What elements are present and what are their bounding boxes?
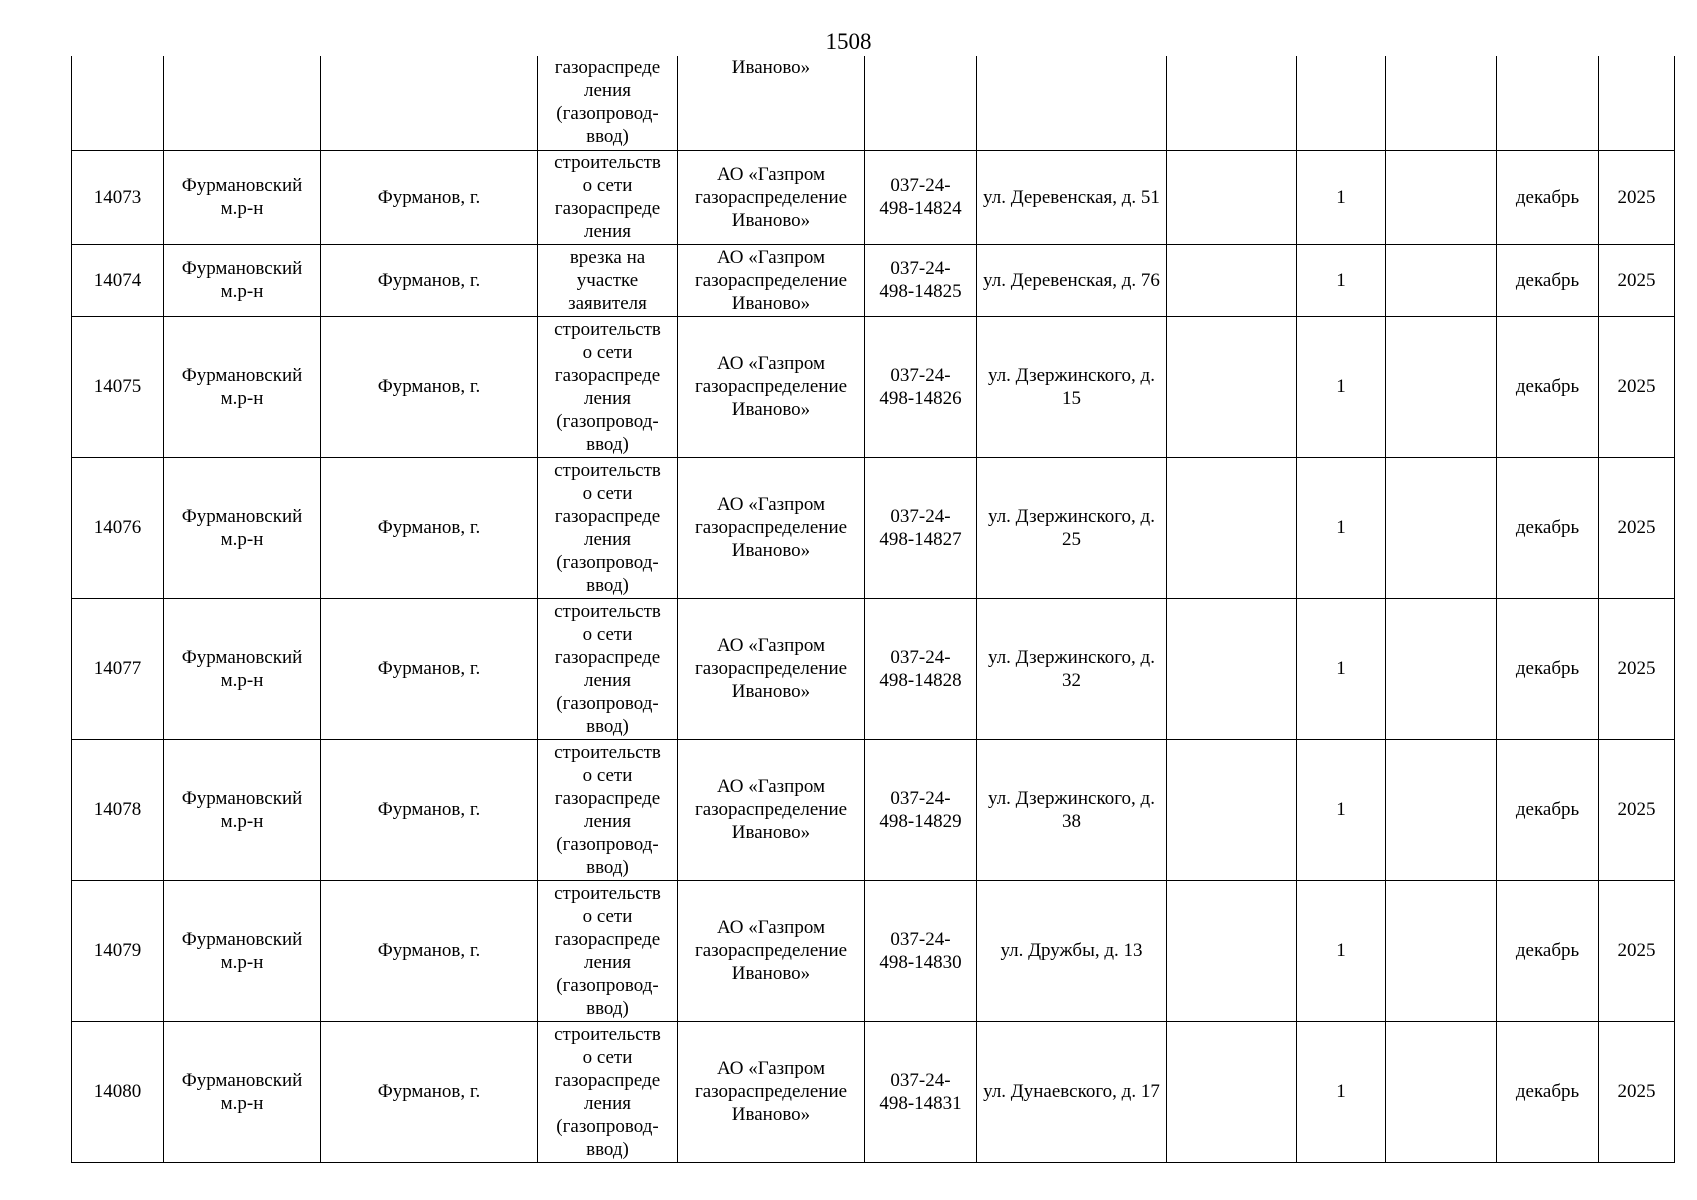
cell-qty <box>1297 1021 1386 1162</box>
cell-city <box>321 739 538 880</box>
cell-district-text: Фурмановский м.р-н <box>181 1069 303 1114</box>
table-row <box>72 244 1675 316</box>
cell-month-text: декабрь <box>1515 658 1580 679</box>
cell-empty <box>1167 598 1297 739</box>
cell-year-text: 2025 <box>1617 799 1656 820</box>
cell-year-text: 2025 <box>1617 269 1656 291</box>
cell-id <box>72 598 164 739</box>
cell-id-text: 14073 <box>93 186 142 208</box>
cell-city <box>321 244 538 316</box>
cell-type-text: строительств о сети газораспреде ления <box>554 152 661 242</box>
cell-qty-text: 1 <box>1336 269 1346 291</box>
cell-year <box>1599 739 1675 880</box>
cell-id-text: 14080 <box>93 1081 142 1102</box>
cell-id <box>72 457 164 598</box>
cell-qty <box>1297 739 1386 880</box>
cell-district-text: Фурмановский м.р-н <box>181 928 303 973</box>
cell-id <box>72 150 164 244</box>
cell-empty <box>1167 316 1297 457</box>
cell-year <box>1599 56 1675 150</box>
cell-city <box>321 56 538 150</box>
cell-city <box>321 598 538 739</box>
cell-year <box>1599 316 1675 457</box>
cell-city <box>321 150 538 244</box>
cell-qty-text: 1 <box>1336 799 1346 820</box>
cell-empty <box>1167 1021 1297 1162</box>
cell-id-text: 14075 <box>93 376 142 397</box>
table-row <box>72 150 1675 244</box>
cell-district <box>164 316 321 457</box>
cell-code-text: 037-24- 498-14829 <box>879 787 962 832</box>
cell-address-text: ул. Деревенская, д. 51 <box>983 186 1160 208</box>
cell-empty <box>1386 316 1497 457</box>
cell-type <box>538 244 678 316</box>
cell-city-text: Фурманов, г. <box>377 658 481 679</box>
cell-year-text: 2025 <box>1617 940 1656 961</box>
cell-org-text: АО «Газпром газораспределение Иваново» <box>694 917 848 984</box>
cell-code <box>865 880 977 1021</box>
cell-code <box>865 244 977 316</box>
cell-month-text: декабрь <box>1515 186 1580 208</box>
cell-year <box>1599 457 1675 598</box>
cell-org-text: АО «Газпром газораспределение Иваново» <box>694 494 848 561</box>
cell-code <box>865 457 977 598</box>
cell-code-text: 037-24- 498-14824 <box>879 175 962 219</box>
cell-qty-text: 1 <box>1336 376 1346 397</box>
cell-month-text: декабрь <box>1515 376 1580 397</box>
cell-id <box>72 739 164 880</box>
cell-address-text: ул. Дзержинского, д. 38 <box>988 787 1155 832</box>
cell-org <box>678 598 865 739</box>
cell-address-text: ул. Деревенская, д. 76 <box>983 269 1160 291</box>
cell-qty-text: 1 <box>1336 940 1346 961</box>
cell-org <box>678 1021 865 1162</box>
cell-district <box>164 457 321 598</box>
cell-address <box>977 1021 1167 1162</box>
table-row <box>72 316 1675 457</box>
cell-district-text: Фурмановский м.р-н <box>181 258 303 302</box>
cell-month <box>1497 316 1599 457</box>
cell-org <box>678 244 865 316</box>
cell-district-text: Фурмановский м.р-н <box>181 364 303 409</box>
table-row <box>72 1021 1675 1162</box>
cell-address <box>977 150 1167 244</box>
cell-district <box>164 598 321 739</box>
cell-month <box>1497 150 1599 244</box>
cell-empty <box>1386 457 1497 598</box>
cell-id-text: 14078 <box>93 799 142 820</box>
cell-org <box>678 457 865 598</box>
cell-code <box>865 150 977 244</box>
cell-type-text: строительств о сети газораспреде ления (газопровод- ввод) <box>554 459 661 596</box>
cell-month <box>1497 56 1599 150</box>
cell-district-text: Фурмановский м.р-н <box>181 505 303 550</box>
cell-district <box>164 880 321 1021</box>
table-row <box>72 598 1675 739</box>
cell-district-text: Фурмановский м.р-н <box>181 787 303 832</box>
cell-type <box>538 880 678 1021</box>
cell-empty <box>1386 56 1497 150</box>
cell-month <box>1497 244 1599 316</box>
cell-code <box>865 739 977 880</box>
cell-org <box>678 316 865 457</box>
cell-qty <box>1297 150 1386 244</box>
cell-year <box>1599 1021 1675 1162</box>
cell-code-text: 037-24- 498-14826 <box>879 364 962 409</box>
cell-address <box>977 739 1167 880</box>
cell-empty <box>1386 598 1497 739</box>
cell-type <box>538 739 678 880</box>
cell-month <box>1497 457 1599 598</box>
cell-empty <box>1386 739 1497 880</box>
cell-code <box>865 1021 977 1162</box>
cell-empty <box>1167 457 1297 598</box>
cell-type-text: строительств о сети газораспреде ления (газопровод- ввод) <box>554 741 661 878</box>
cell-month-text: декабрь <box>1515 799 1580 820</box>
cell-org-text: АО «Газпром газораспределение Иваново» <box>694 163 848 231</box>
table-row <box>72 457 1675 598</box>
cell-org-text: АО «Газпром газораспределение Иваново» <box>694 635 848 702</box>
cell-id <box>72 880 164 1021</box>
cell-year <box>1599 880 1675 1021</box>
cell-type <box>538 1021 678 1162</box>
cell-code <box>865 316 977 457</box>
cell-org <box>678 739 865 880</box>
cell-qty-text: 1 <box>1336 517 1346 538</box>
cell-year <box>1599 244 1675 316</box>
cell-district <box>164 244 321 316</box>
cell-district-text: Фурмановский м.р-н <box>181 175 303 219</box>
cell-org-text: Иваново» <box>731 57 811 78</box>
cell-type-text: строительств о сети газораспреде ления (газопровод- ввод) <box>554 318 661 455</box>
cell-year-text: 2025 <box>1617 658 1656 679</box>
cell-id-text: 14079 <box>93 940 142 961</box>
cell-city-text: Фурманов, г. <box>377 1081 481 1102</box>
cell-district-text: Фурмановский м.р-н <box>181 646 303 691</box>
cell-code-text: 037-24- 498-14825 <box>879 258 962 302</box>
cell-address-text: ул. Дзержинского, д. 15 <box>988 364 1155 409</box>
cell-qty <box>1297 598 1386 739</box>
cell-empty <box>1167 56 1297 150</box>
cell-month <box>1497 1021 1599 1162</box>
cell-id <box>72 56 164 150</box>
cell-address <box>977 880 1167 1021</box>
cell-type <box>538 457 678 598</box>
cell-address-text: ул. Дзержинского, д. 32 <box>988 646 1155 691</box>
cell-code <box>865 598 977 739</box>
cell-code-text: 037-24- 498-14830 <box>879 928 962 973</box>
cell-qty-text: 1 <box>1336 1081 1346 1102</box>
cell-type-text: строительств о сети газораспреде ления (газопровод- ввод) <box>554 600 661 737</box>
cell-address <box>977 244 1167 316</box>
cell-month <box>1497 598 1599 739</box>
cell-empty <box>1386 880 1497 1021</box>
cell-address <box>977 457 1167 598</box>
cell-address <box>977 316 1167 457</box>
cell-month-text: декабрь <box>1515 517 1580 538</box>
cell-month <box>1497 880 1599 1021</box>
cell-qty <box>1297 457 1386 598</box>
cell-type-text: газораспреде ления (газопровод- ввод) <box>554 57 661 147</box>
cell-address-text: ул. Дунаевского, д. 17 <box>983 1081 1160 1102</box>
cell-month <box>1497 739 1599 880</box>
cell-org-text: АО «Газпром газораспределение Иваново» <box>694 1058 848 1125</box>
cell-empty <box>1167 880 1297 1021</box>
cell-month-text: декабрь <box>1515 269 1580 291</box>
cell-city-text: Фурманов, г. <box>377 186 481 208</box>
cell-org <box>678 880 865 1021</box>
cell-org <box>678 150 865 244</box>
cell-qty-text: 1 <box>1336 186 1346 208</box>
cell-type <box>538 316 678 457</box>
table-body <box>72 56 1675 1162</box>
cell-code-text: 037-24- 498-14831 <box>879 1069 962 1114</box>
cell-address-text: ул. Дружбы, д. 13 <box>1000 940 1143 961</box>
cell-type-text: строительств о сети газораспреде ления (газопровод- ввод) <box>554 1023 661 1160</box>
cell-org-text: АО «Газпром газораспределение Иваново» <box>694 776 848 843</box>
table-row <box>72 739 1675 880</box>
register-table <box>71 56 1675 1163</box>
cell-org <box>678 56 865 150</box>
cell-code <box>865 56 977 150</box>
cell-district <box>164 1021 321 1162</box>
cell-city-text: Фурманов, г. <box>377 799 481 820</box>
cell-code-text: 037-24- 498-14828 <box>879 646 962 691</box>
cell-city-text: Фурманов, г. <box>377 517 481 538</box>
cell-type <box>538 56 678 150</box>
cell-city <box>321 1021 538 1162</box>
cell-id-text: 14076 <box>93 517 142 538</box>
cell-empty <box>1167 244 1297 316</box>
cell-qty <box>1297 880 1386 1021</box>
cell-type <box>538 150 678 244</box>
cell-city-text: Фурманов, г. <box>377 940 481 961</box>
cell-district <box>164 150 321 244</box>
cell-city-text: Фурманов, г. <box>377 376 481 397</box>
cell-id-text: 14077 <box>93 658 142 679</box>
cell-id <box>72 244 164 316</box>
cell-year <box>1599 150 1675 244</box>
cell-district <box>164 56 321 150</box>
cell-code-text: 037-24- 498-14827 <box>879 505 962 550</box>
cell-empty <box>1386 1021 1497 1162</box>
cell-qty <box>1297 244 1386 316</box>
cell-address-text: ул. Дзержинского, д. 25 <box>988 505 1155 550</box>
cell-address <box>977 56 1167 150</box>
cell-city <box>321 316 538 457</box>
cell-id <box>72 316 164 457</box>
cell-org-text: АО «Газпром газораспределение Иваново» <box>694 246 848 314</box>
cell-qty-text: 1 <box>1336 658 1346 679</box>
cell-month-text: декабрь <box>1515 1081 1580 1102</box>
cell-id <box>72 1021 164 1162</box>
cell-month-text: декабрь <box>1515 940 1580 961</box>
cell-qty <box>1297 316 1386 457</box>
cell-type <box>538 598 678 739</box>
page-number: 1508 <box>825 29 872 54</box>
cell-empty <box>1386 150 1497 244</box>
cell-city <box>321 457 538 598</box>
cell-year-text: 2025 <box>1617 376 1656 397</box>
cell-empty <box>1167 150 1297 244</box>
cell-id-text: 14074 <box>93 269 142 291</box>
cell-year-text: 2025 <box>1617 517 1656 538</box>
cell-district <box>164 739 321 880</box>
table-row <box>72 880 1675 1021</box>
cell-city-text: Фурманов, г. <box>377 269 481 291</box>
cell-year-text: 2025 <box>1617 186 1656 208</box>
cell-year-text: 2025 <box>1617 1081 1656 1102</box>
cell-empty <box>1386 244 1497 316</box>
cell-qty <box>1297 56 1386 150</box>
cell-city <box>321 880 538 1021</box>
cell-type-text: врезка на участке заявителя <box>568 246 647 314</box>
cell-empty <box>1167 739 1297 880</box>
cell-org-text: АО «Газпром газораспределение Иваново» <box>694 353 848 420</box>
continued-row <box>72 56 1675 150</box>
cell-type-text: строительств о сети газораспреде ления (газопровод- ввод) <box>554 882 661 1019</box>
cell-year <box>1599 598 1675 739</box>
cell-address <box>977 598 1167 739</box>
